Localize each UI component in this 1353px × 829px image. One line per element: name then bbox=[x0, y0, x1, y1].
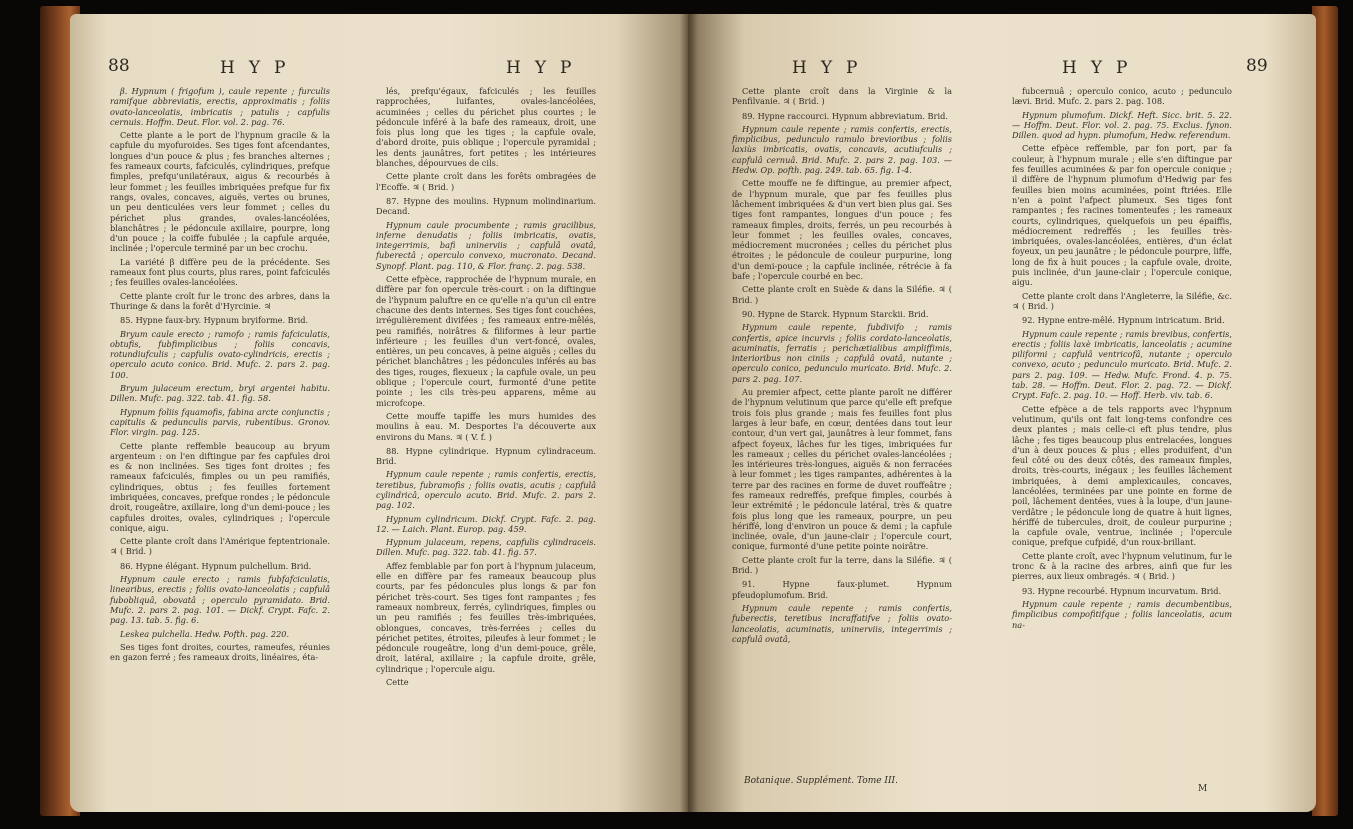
book-gutter bbox=[680, 14, 698, 812]
left-page-column-1 bbox=[110, 86, 330, 665]
signature-mark: M bbox=[1198, 784, 1208, 794]
page-number-right: 89 bbox=[1246, 56, 1268, 76]
left-col1-paragraph: Leskea pulchella. Hedw. Pofth. pag. 220. bbox=[120, 628, 290, 639]
left-col1-paragraph: Ses tiges font droites, courtes, rameufes, réunies en gazon ferré ; fes rameaux droits, linéaires, éta- bbox=[110, 641, 330, 663]
right-col1-paragraph: Cette plante croît dans la Virginie & la Penfilvanie. ♃ ( Brid. ) bbox=[732, 86, 952, 107]
left-col1-paragraph: Bryum caule erecto ; ramofo ; ramis fafciculatis, obtufis, fubfimplicibus ; foliis concavis, rotundiufculis ; capfulis ovato-cylindricis, erectis ; operculo acuto conico. Brid. Mufc. 2. pars 2. pag. 100. bbox=[110, 328, 330, 380]
running-head-right-1: HYP bbox=[792, 58, 872, 78]
left-col1-paragraph: β. Hypnum ( frigofum ), caule repente ; furculis ramifque abbreviatis, erectis, approximatis ; foliis ovato-lanceolatis, imbricatis ; patulis ; capfulis cernuis. Hoffm. Deut. Flor. vol. 2. pag. 76. bbox=[110, 86, 330, 127]
left-col2-paragraph: Cette bbox=[386, 677, 409, 688]
right-col2-paragraph: Cette plante croît dans l'Angleterre, la Siléfie, &c. ♃ ( Brid. ) bbox=[1012, 290, 1232, 311]
running-head-left-2: HYP bbox=[506, 58, 586, 78]
left-col2-paragraph: Cette efpèce, rapprochée de l'hypnum murale, en diffère par fon opercule très-court : on la diftingue de l'hypnum paluftre en ce qu'elle n'a qu'un cil entre chacune des dents internes. Ses tiges font couchées, irrégulièrement divifées ; fes rameaux entre-mêlés, peu ramifiés, noirâtres & filiformes à leur partie inférieure ; les feuilles d'un vert-foncé, ovales, entières, un peu concaves, à peine aiguës ; celles du périchet blanchâtres ; les pédoncules inférés au bas des tiges, rouges, flexueux ; la capfule ovale, un peu oblique ; l'opercule court, furmonté d'une petite pointe ; les cils très-peu apparens, même au microfcope. bbox=[376, 274, 596, 408]
left-col2-paragraph: Cette plante croît dans les forêts ombragées de l'Ecoffe. ♃ ( Brid. ) bbox=[376, 171, 596, 192]
left-col2-paragraph: Affez femblable par fon port à l'hypnum julaceum, elle en diffère par fes rameaux beaucoup plus courts, par fes pédoncules plus longs & par fon périchet très-court. Ses tiges font rampantes ; fes rameaux nombreux, ferrés, cylindriques, fimples ou un peu ramifiés ; fes feuilles très-imbriquées, oblongues, concaves, très-ferrées ; celles du périchet petites, étroites, pileufes à leur fommet ; le pédoncule rougeâtre, long d'un demi-pouce, grêle, droit, latéral, axillaire ; la capfule droite, grêle, cylindrique ; l'opercule aigu. bbox=[376, 560, 596, 674]
left-col1-paragraph: Hypnum caule erecto ; ramis fubfafciculatis, linearibus, erectis ; foliis ovato-lanceolatis ; capfulâ fubobliquâ, obovatâ ; operculo pyramidato. Brid. Mufc. 2. pars 2. pag. 101. — Dickf. Crypt. Fafc. 2. pag. 13. tab. 5. fig. 6. bbox=[110, 574, 330, 626]
right-col2-paragraph: fubcernuâ ; operculo conico, acuto ; pedunculo lævi. Brid. Mufc. 2. pars 2. pag. 108. bbox=[1012, 86, 1232, 107]
right-col2-paragraph: Hypnum plumofum. Dickf. Heft. Sicc. brit. 5. 22. — Hoffm. Deut. Flor. vol. 2. pag. 75. Exclus. fynon. Dillen. quod ad hypn. plumofum, Hedw. referendum. bbox=[1012, 109, 1232, 141]
left-col1-paragraph: Cette plante reffemble beaucoup au bryum argenteum : on l'en diftingue par fes capfules droi es & non inclinées. Ses tiges font droites ; fes rameaux fafciculés, fimples ou un peu ramifiés, cylindriques, obtus ; fes feuilles fortement imbriquées, concaves, prefque rondes ; le pédoncule droit, rougeâtre, axillaire, long d'un demi-pouce ; les capfules droites, ovales, cylindriques ; l'opercule conique, aigu. bbox=[110, 440, 330, 533]
left-col1-paragraph: Bryum julaceum erectum, bryi argentei habitu. Dillen. Mufc. pag. 322. tab. 41. fig. 58. bbox=[110, 383, 330, 404]
running-head-right-2: HYP bbox=[1062, 58, 1142, 78]
left-col2-paragraph: Hypnum caule procumbente ; ramis gracilibus, inferne denudatis ; foliis imbricatis, ovatis, integerrimis, bafi uninerviis ; capfulâ ovatâ, fuberectâ ; operculo convexo, mucronato. Decand. Synopf. Plant. pag. 110, & Flor. franç. 2. pag. 538. bbox=[376, 219, 596, 271]
right-col1-paragraph: Cette mouffe ne fe diftingue, au premier afpect, de l'hypnum murale, que par fes feuilles plus lâchement imbriquées & d'un vert bien plus gai. Ses tiges font rampantes, longues d'un pouce ; fes rameaux fimples, droits, ferrés, un peu recourbés à leur fommet ; les feuilles ovales, concaves, médiocrement mucronées ; celles du périchet plus étroites ; le pédoncule de couleur purpurine, long d'un demi-pouce ; la capfule inclinée, rétrécie à fa bafe ; l'opercule courbé en bec. bbox=[732, 178, 952, 282]
left-col1-paragraph: Cette plante a le port de l'hypnum gracile & la capfule du myofuroides. Ses tiges font afcendantes, longues d'un pouce & plus ; fes branches alternes ; fes rameaux courts, fafciculés, cylindriques, prefque fimples, prefqu'unilatéraux, aigus & recourbés à leur fommet ; les feuilles imbriquées prefque fur fix rangs, ovales, concaves, aiguës, vertes ou brunes, un peu denticulées vers leur fommet ; celles du périchet plus grandes, ovales-lancéolées, blanchâtres ; le pédoncule axillaire, pourpre, long d'un pouce ; la coiffe fubulée ; la capfule arquée, inclinée ; l'opercule terminé par un bec crochu. bbox=[110, 130, 330, 254]
left-col1-paragraph: 86. Hypne élégant. Hypnum pulchellum. Brid. bbox=[120, 560, 312, 571]
left-col2-paragraph: Hypnum cylindricum. Dickf. Crypt. Fafc. 2. pag. 12. — Laich. Plant. Europ. pag. 459. bbox=[376, 513, 596, 534]
left-col2-paragraph: Hypnum julaceum, repens, capfulis cylindraceis. Dillen. Mufc. pag. 322. tab. 41. fig. 57. bbox=[376, 537, 596, 558]
right-col2-paragraph: Cette plante croît, avec l'hypnum velutinum, fur le tronc & à la racine des arbres, ainfi que fur les pierres, aux lieux ombragés. ♃ ( Brid. ) bbox=[1012, 550, 1232, 582]
left-page bbox=[70, 14, 690, 812]
right-col1-paragraph: Cette plante croît en Suède & dans la Siléfie. ♃ ( Brid. ) bbox=[732, 284, 952, 305]
left-col1-paragraph: 85. Hypne faux-bry. Hypnum bryiforme. Brid. bbox=[120, 315, 309, 326]
right-col2-paragraph: 93. Hypne recourbé. Hypnum incurvatum. Brid. bbox=[1022, 585, 1222, 596]
open-book bbox=[40, 6, 1338, 816]
signature-line: Botanique. Supplément. Tome III. bbox=[744, 776, 898, 786]
left-col2-paragraph: Cette mouffe tapiffe les murs humides des moulins à eau. M. Desportes l'a découverte aux environs du Mans. ♃ ( V. f. ) bbox=[376, 410, 596, 442]
right-col1-paragraph: 90. Hypne de Starck. Hypnum Starckii. Brid. bbox=[742, 308, 929, 319]
right-col1-paragraph: 89. Hypne raccourci. Hypnum abbreviatum. Brid. bbox=[742, 110, 948, 121]
left-col1-paragraph: Hypnum foliis fquamofis, fabina arcte conjunctis ; capitulis & pedunculis parvis, rubentibus. Gronov. Flor. virgin. pag. 125. bbox=[110, 406, 330, 438]
left-page-column-2 bbox=[376, 86, 596, 690]
left-col2-paragraph: Hypnum caule repente ; ramis confertis, erectis, teretibus, fubramofis ; foliis ovatis, acutis ; capfulâ cylindricâ, operculo acuto. Brid. Mufc. 2. pars 2. pag. 102. bbox=[376, 469, 596, 511]
right-col2-paragraph: Cette efpèce a de tels rapports avec l'hypnum velutinum, qu'ils ont fait long-tems confondre ces deux plantes ; mais celle-ci eft plus tendre, plus lâche ; fes tiges beaucoup plus entrelacées, longues d'un à deux pouces & plus ; elles produifent, d'un feul côté ou des deux côtés, des rameaux fimples, droits, très-courts, inégaux ; les feuilles lâchement imbriquées, à demi amplexicaules, concaves, lancéolées, terminées par une pointe en forme de poil, lâchement dentées, vues à la loupe, d'un jaune-verdâtre ; le pédoncule long de quatre à huit lignes, hériffé de tubercules, droit, de couleur purpurine ; la capfule ovale, ventrue, inclinée ; l'opercule conique, prefque cufpidé, d'un roux-brillant. bbox=[1012, 403, 1232, 548]
running-head-left-1: HYP bbox=[220, 58, 300, 78]
right-col1-paragraph: Hypnum caule repente, fubdivifo ; ramis confertis, apice incurvis ; foliis cordato-lanceolatis, acuminatis, ferratis ; perichætialibus ampliffimis, interioribus non ciniis ; capfulâ ovatâ, nutante ; operculo conico, pedunculo muricato. Brid. Mufc. 2. pars 2. pag. 107. bbox=[732, 322, 952, 384]
left-col2-paragraph: 87. Hypne des moulins. Hypnum molindinarium. Decand. bbox=[376, 195, 596, 217]
right-col1-paragraph: Au premier afpect, cette plante paroît ne différer de l'hypnum velutinum que parce qu'elle eft prefque trois fois plus grande ; mais fes feuilles font plus larges à leur bafe, en cœur, dentées dans tout leur contour, d'un vert gai, jaunâtres à leur fommet, fans afpect foyeux, lâches fur les tiges, imbriquées fur les rameaux ; celles du périchet ovales-lancéolées ; les intérieures très-longues, aiguës & non ferracées à leur fommet ; les tiges rampantes, adhérentes à la terre par des racines en forme de duvet rouffeâtre ; fes rameaux redreffés, prefque fimples, courbés à leur extrémité ; le pédoncule latéral, très & quatre fois plus long que les rameaux, pourpre, un peu hériffé, long d'environ un pouce & demi ; la capfule inclinée, ovale, d'un jaune-clair ; l'opercule court, conique, furmonté d'une petite pointe noirâtre. bbox=[732, 387, 952, 552]
page-number-left: 88 bbox=[108, 56, 130, 76]
right-col2-paragraph: Hypnum caule repente ; ramis decumbentibus, fimplicibus compofitifque ; foliis lanceolatis, acum na- bbox=[1012, 598, 1232, 630]
right-col1-paragraph: 91. Hypne faux-plumet. Hypnum pfeudoplumofum. Brid. bbox=[732, 579, 952, 600]
right-col1-paragraph: Cette plante croît fur la terre, dans la Siléfie. ♃ ( Brid. ) bbox=[732, 554, 952, 576]
left-col2-paragraph: lés, prefqu'égaux, fafciculés ; les feuilles rapprochées, luifantes, ovales-lancéolées, acuminées ; celles du périchet plus courtes ; le pédoncule inféré à la bafe des rameaux, droit, une fois plus long que les tiges ; la capfule ovale, d'abord droite, puis oblique ; l'opercule pyramidal ; les dents jaunâtres, fort petites ; les intérieures blanches, dépourvues de cils. bbox=[376, 86, 596, 169]
right-col1-paragraph: Hypnum caule repente ; ramis confertis, erectis, fimplicibus, pedunculo ramulo brevioribus ; foliis laxiùs imbricatis, ovatis, concavis, acutiufculis ; capfulâ cernuâ. Brid. Mufc. 2. pars 2. pag. 103. — Hedw. Op. pofth. pag. 249. tab. 65. fig. 1-4. bbox=[732, 123, 952, 176]
right-col2-paragraph: 92. Hypne entre-mêlé. Hypnum intricatum. Brid. bbox=[1022, 315, 1225, 326]
right-col2-paragraph: Cette efpèce reffemble, par fon port, par fa couleur, à l'hypnum murale ; elle s'en diftingue par fes feuilles acuminées & par fon opercule conique ; il diffère de l'hypnum plumofum d'Hedwig par fes feuilles bien moins acuminées, point ftriées. Elle n'en a point l'afpect plumeux. Ses tiges font rampantes ; fes racines tomenteufes ; les rameaux courts, cylindriques, quelquefois un peu épaiffis, médiocrement redreffés ; les feuilles très-imbriquées, ovales-lancéolées, entières, d'un éclat foyeux, un peu jaunâtre ; le pédoncule pourpre, liffe, long de fix à huit pouces ; la capfule ovale, droite, puis inclinée, d'un jaune-clair ; l'opercule conique, aigu. bbox=[1012, 143, 1232, 288]
left-col2-paragraph: 88. Hypne cylindrique. Hypnum cylindraceum. Brid. bbox=[376, 445, 596, 467]
right-page bbox=[688, 14, 1316, 812]
right-col2-paragraph: Hypnum caule repente ; ramis brevibus, confertis, erectis ; foliis laxè imbricatis, lanceolatis ; acumine piliformi ; capfulâ ventricofâ, nutante ; operculo convexo, acuto ; pedunculo muricato. Brid. Mufc. 2. pars 2. pag. 109. — Hedw. Mufc. Frond. 4. p. 75. tab. 28. — Hoffm. Deut. Flor. 2. pag. 72. — Dickf. Crypt. Fafc. 2. pag. 10. — Hoff. Herb. viv. tab. 6. bbox=[1012, 328, 1232, 401]
left-col1-paragraph: La variété β diffère peu de la précédente. Ses rameaux font plus courts, plus rares, point fafciculés ; fes feuilles ovales-lancéolées. bbox=[110, 256, 330, 288]
right-page-column-2 bbox=[1012, 86, 1232, 633]
left-col1-paragraph: Cette plante croît fur le tronc des arbres, dans la Thuringe & dans la forêt d'Hyrcinie. ♃ bbox=[110, 290, 330, 311]
right-page-column-1 bbox=[732, 86, 952, 647]
right-col1-paragraph: Hypnum caule repente ; ramis confertis, fuberectis, teretibus incraffatifve ; foliis ovato-lanceolatis, acuminatis, uninerviis, integerrimis ; capfulâ ovatâ, bbox=[732, 602, 952, 644]
left-col1-paragraph: Cette plante croît dans l'Amérique feptentrionale. ♃ ( Brid. ) bbox=[110, 536, 330, 557]
